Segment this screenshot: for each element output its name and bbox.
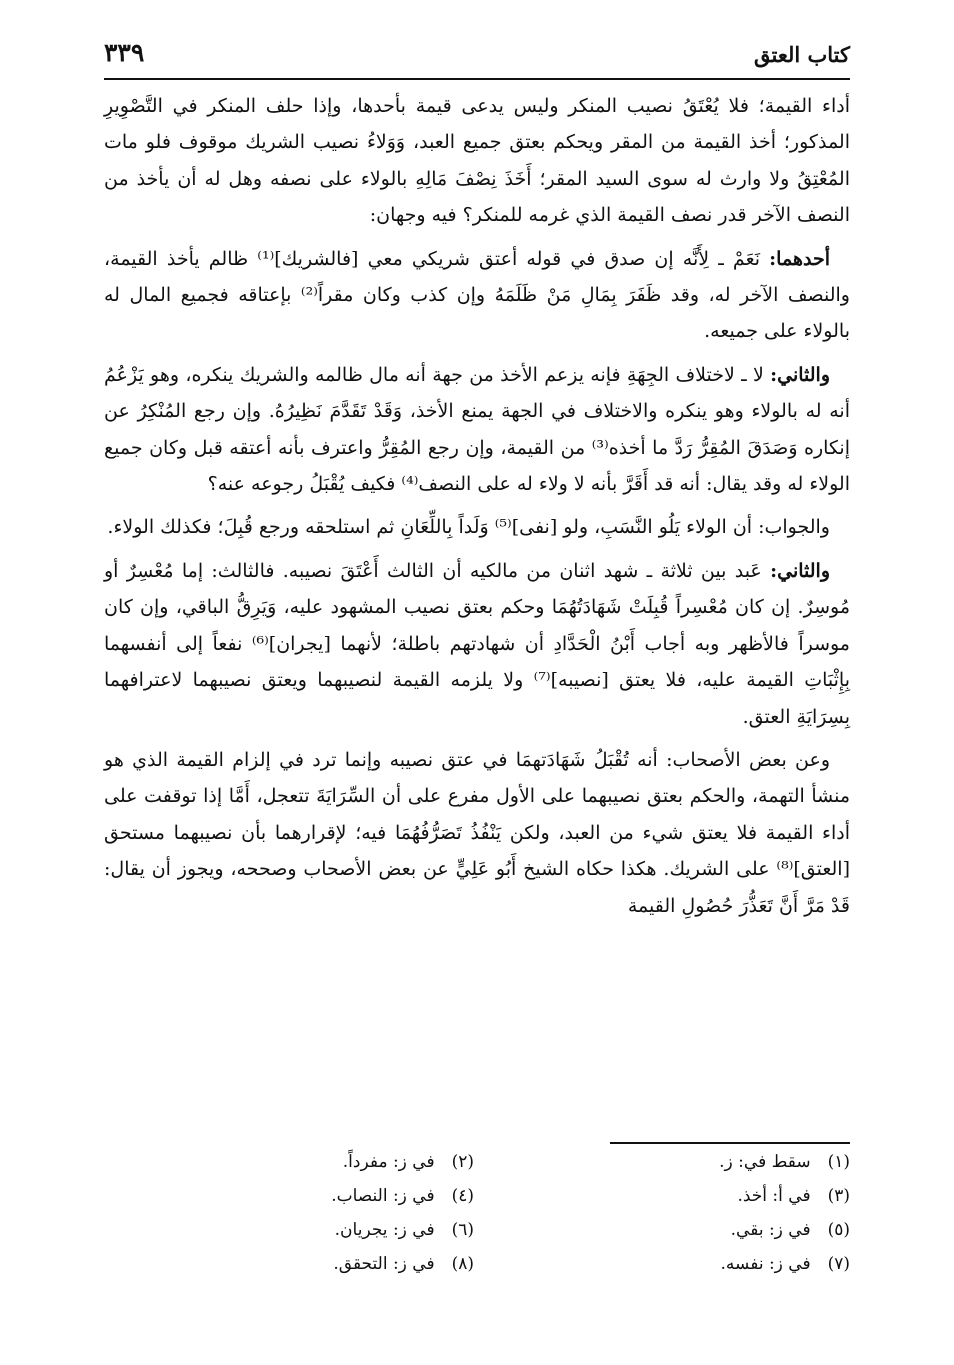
paragraph-lead: أحدهما: [769, 247, 830, 270]
footnote-number: (٤) [451, 1186, 474, 1206]
footnote-number: (٣) [827, 1186, 850, 1206]
paragraph-text: أداء القيمة؛ فلا يُعْتَقُ نصيب المنكر وليس يدعى قيمة بأحدها، وإذا حلف المنكر في التَّصْوِيرِ المذكور؛ أخذ القيمة من المقر ويحكم بعتق جميع العبد، وَوَلاءُ نصيب الشريك موقوف فلو مات المُعْتِقُ ولا وارث له سوى السيد المقر؛ أَخَذَ نِصْفَ مَالِهِ بالولاء على نصفه وهل له أن يأخذ من النصف الآخر قدر نصف القيمة الذي غرمه للمنكر؟ فيه وجهان: [104, 95, 850, 227]
paragraph-3 [104, 357, 850, 503]
footnote-text: في ز: التحقق. [333, 1254, 435, 1274]
footnote-row [104, 1186, 850, 1220]
main-text [104, 88, 850, 931]
footnote-number: (٨) [451, 1254, 474, 1274]
paragraph-text: لا ـ لاختلاف الجِهَةِ فإنه يزعم الأخذ من جهة أنه مال ظالمه والشريك ينكره، وهو يَزْعُمُ أنه له بالولاء وهو ينكره والاختلاف في الجهة يمنع الأخذ، وَقَدْ تَقَدَّمَ نَظِيرُهُ. وإن رجع المُنْكِرُ عن إنكاره وَصَدَقَ المُقِرُّ رَدَّ ما أخذه⁽³⁾ من القيمة، وإن رجع المُقِرُّ واعترف بأنه أعتقه قبل وكان جميع الولاء له وقد يقال: أنه قد أَقَرَّ بأنه لا ولاء له على النصف⁽⁴⁾ فكيف يُقْبَلُ رجوعه عنه؟ [104, 363, 850, 496]
paragraph-4 [104, 509, 850, 545]
paragraph-lead: والثاني: [770, 559, 830, 582]
paragraph-lead: والثاني: [770, 363, 830, 386]
footnote-text: في ز: النصاب. [331, 1186, 435, 1206]
paragraph-text: وعن بعض الأصحاب: أنه تُقْبَلُ شَهَادَتهمَا في عتق نصيبه وإنما ترد في إلزام القيمة الذي هو منشأ التهمة، والحكم بعتق نصيبهما على الأول مفرع على أن السِّرَايَةَ تتعجل، أَمَّا إذا توقفت على أداء القيمة فلا يعتق شيء من العبد، ولكن يَنْفُذُ تَصَرُّفُهُمَا فيه؛ لإقرارهما بأن نصيبهما مستحق [العتق]⁽⁸⁾ على الشريك. هكذا حكاه الشيخ أَبُو عَلِيٍّ عن بعض الأصحاب وصححه، ويجوز أن يقال: قَدْ مَرَّ أَنَّ تَعَذُّرَ حُصُولِ القيمة [104, 748, 850, 917]
paragraph-text: والجواب: أن الولاء يَلُو النَّسَبِ، ولو [نفى]⁽⁵⁾ وَلَداً بِاللِّعَانِ ثم استلحقه ورجع قُبِلَ؛ فكذلك الولاء. [107, 516, 830, 539]
paragraph-5 [104, 553, 850, 735]
footnote-row [104, 1152, 850, 1186]
footnote-text: في ز: بقي. [730, 1220, 811, 1240]
footnote-number: (٧) [827, 1254, 850, 1274]
paragraph-1 [104, 88, 850, 234]
footnote-3 [510, 1186, 850, 1206]
footnote-5 [510, 1220, 850, 1240]
footnote-6 [174, 1220, 474, 1240]
footnote-2 [174, 1152, 474, 1172]
footnotes [104, 1152, 850, 1288]
paragraph-text: عَبد بين ثلاثة ـ شهد اثنان من مالكيه أن الثالث أَعْتَقَ نصيبه. فالثالث: إما مُعْسِرٌ أو مُوسِرٌ. إن كان مُعْسِراً قُبِلَتْ شَهَادَتُهُمَا وحكم بعتق نصيب المشهود عليه، وَيَرِقُّ الباقي، وإن كان موسراً فالأظهر وبه أجاب أَبْنُ الْحَدَّادِ أن شهادتهم باطلة؛ لأنهما [يجران]⁽⁶⁾ نفعاً إلى أنفسهما بِإِثْبَاتِ القيمة عليه، فلا يعتق [نصيبه]⁽⁷⁾ ولا يلزمه القيمة لنصيبهما ويعتق نصيبهما لاعترافهما بِسِرَايَةِ العتق. [104, 559, 850, 728]
book-title: كتاب العتق [753, 42, 850, 67]
footnote-1 [510, 1152, 850, 1172]
footnote-number: (٥) [827, 1220, 850, 1240]
page-number: ٣٣٩ [104, 38, 145, 67]
footnote-text: في أ: أخذ. [737, 1186, 811, 1206]
footnote-text: في ز: يجريان. [334, 1220, 435, 1240]
header-rule [104, 78, 850, 80]
footnote-number: (١) [827, 1152, 850, 1172]
paragraph-6 [104, 742, 850, 924]
paragraph-2 [104, 241, 850, 350]
footnote-rule [610, 1142, 850, 1144]
footnote-row [104, 1220, 850, 1254]
paragraph-text: نَعَمْ ـ لِأَنَّه إن صدق في قوله أعتق شريكي معي [فالشريك]⁽¹⁾ ظالم يأخذ القيمة، والنصف الآخر له، وقد ظَفَرَ بِمَالِ مَنْ ظَلَمَهُ وإن كذب وكان مقراً⁽²⁾ بإعتاقه فجميع المال له بالولاء على جميعه. [104, 247, 850, 343]
footnote-7 [510, 1254, 850, 1274]
running-header [104, 36, 850, 72]
footnote-8 [174, 1254, 474, 1274]
footnote-row [104, 1254, 850, 1288]
footnote-text: سقط في: ز. [719, 1152, 811, 1172]
footnote-text: في ز: مفرداً. [342, 1152, 435, 1172]
footnote-text: في ز: نفسه. [720, 1254, 811, 1274]
footnote-number: (٢) [451, 1152, 474, 1172]
footnote-number: (٦) [451, 1220, 474, 1240]
footnote-4 [174, 1186, 474, 1206]
